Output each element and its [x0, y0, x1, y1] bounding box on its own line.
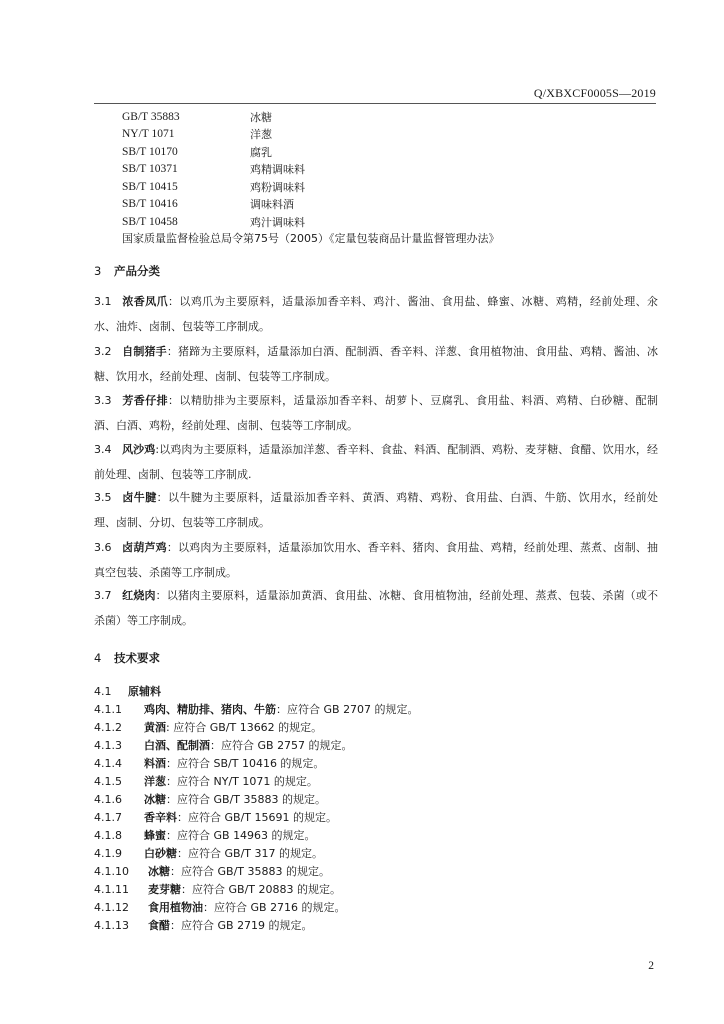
clause-text: ：应符合 GB 2707 的规定。: [276, 703, 419, 716]
clause-text: ：应符合 GB 2757 的规定。: [210, 739, 353, 752]
clause-number: 3.5: [94, 491, 112, 504]
reference-row: [122, 161, 305, 179]
clause-term: 浓香凤爪: [122, 295, 169, 308]
clause-term: 鸡肉、精肋排、猪肉、牛筋: [144, 703, 276, 716]
reference-list: [122, 108, 305, 231]
clause-term: 蜂蜜: [144, 829, 166, 842]
clause-4-1-1: [94, 701, 419, 719]
reference-name: 鸡精调味料: [250, 163, 305, 177]
clause-4-1-5: [94, 773, 318, 791]
reference-row: [122, 196, 305, 214]
clause-text: ：应符合 GB 14963 的规定。: [166, 829, 316, 842]
clause-number: 3.6: [94, 541, 112, 554]
clause-term: 自制猪手: [122, 345, 167, 358]
clause-term: 冰糖: [144, 793, 166, 806]
clause-title: 原辅料: [128, 685, 161, 698]
clause-number: 4.1.5: [94, 775, 122, 788]
clause-number: 4.1.6: [94, 793, 122, 806]
clause-text: ：应符合 SB/T 10416 的规定。: [166, 757, 325, 770]
clause-4-1-10: [94, 863, 330, 881]
section-number: 4: [94, 651, 102, 665]
section-title: 产品分类: [114, 264, 160, 278]
clause-number: 4.1: [94, 685, 112, 698]
clause-term: 风沙鸡: [122, 443, 156, 456]
clause-text: ：应符合 GB/T 317 的规定。: [177, 847, 323, 860]
reference-code: SB/T 10170: [122, 145, 178, 158]
clause-term: 黄酒: [144, 721, 166, 734]
clause-4-1-2: [94, 719, 322, 737]
clause-term: 食醋: [148, 919, 170, 932]
clause-text: ：应符合 GB/T 35883 的规定。: [166, 793, 326, 806]
clause-4-1-6: [94, 791, 326, 809]
clause-4-1-4: [94, 755, 324, 773]
clause-number: 4.1.12: [94, 901, 129, 914]
clause-number: 3.2: [94, 345, 112, 358]
clause-number: 4.1.13: [94, 919, 129, 932]
clause-text: ：猪蹄为主要原料，适量添加白酒、配制酒、香辛料、洋葱、食用植物油、食用盐、鸡精、酱油、冰糖、饮用水，经前处理、卤制、包装等工序制成。: [94, 345, 659, 383]
reference-name: 冰糖: [250, 110, 272, 124]
clause-number: 4.1.3: [94, 739, 122, 752]
clause-4-1-7: [94, 809, 337, 827]
reference-name: 洋葱: [250, 128, 272, 142]
reference-name: 鸡粉调味料: [250, 180, 305, 194]
clause-text: ：应符合 NY/T 1071 的规定。: [166, 775, 318, 788]
clause-text: ：应符合 GB 2716 的规定。: [203, 901, 346, 914]
clause-term: 香辛料: [144, 811, 177, 824]
clause-number: 4.1.8: [94, 829, 122, 842]
paragraph-3-1: [94, 290, 658, 339]
document-code: Q/XBXCF0005S—2019: [533, 86, 656, 100]
clause-number: 4.1.4: [94, 757, 122, 770]
reference-note: 国家质量监督检验总局令第75号（2005）《定量包装商品计量监督管理办法》: [122, 232, 500, 245]
clause-text: ：以鸡肉为主要原料，适量添加饮用水、香辛料、猪肉、食用盐、鸡精，经前处理、蒸煮、卤制、抽真空包装、杀菌等工序制成。: [94, 541, 659, 579]
reference-row: [122, 213, 305, 231]
clause-number: 3.7: [94, 589, 112, 602]
section-number: 3: [94, 264, 102, 278]
reference-name: 调味料酒: [250, 198, 294, 212]
clause-number: 3.1: [94, 295, 112, 308]
clause-number: 3.3: [94, 394, 112, 407]
clause-term: 卤牛腱: [122, 491, 157, 504]
subsection-4-1-heading: [94, 683, 161, 701]
reference-code: SB/T 10458: [122, 215, 178, 228]
clause-text: ：以猪肉主要原料，适量添加黄酒、食用盐、冰糖、食用植物油，经前处理、蒸煮、包装、杀菌（或不杀菌）等工序制成。: [94, 589, 659, 627]
clause-4-1-12: [94, 899, 346, 917]
clause-number: 4.1.11: [94, 883, 129, 896]
clause-number: 4.1.1: [94, 703, 122, 716]
header-divider: [94, 103, 656, 104]
reference-code: NY/T 1071: [122, 128, 175, 141]
reference-row: [122, 178, 305, 196]
reference-name: 鸡汁调味料: [250, 215, 305, 229]
clause-text: ：以精肋排为主要原料，适量添加香辛料、胡萝卜、豆腐乳、食用盐、料酒、鸡精、白砂糖、配制酒、白酒、鸡粉，经前处理、卤制、包装等工序制成。: [94, 394, 659, 432]
reference-code: SB/T 10415: [122, 180, 178, 193]
clause-term: 洋葱: [144, 775, 166, 788]
clause-text: ：应符合 GB/T 15691 的规定。: [177, 811, 337, 824]
section-title: 技术要求: [114, 651, 160, 665]
paragraph-3-7: [94, 584, 658, 633]
clause-text: ：应符合 GB 2719 的规定。: [170, 919, 313, 932]
clause-term: 红烧肉: [122, 589, 156, 602]
clause-term: 卤葫芦鸡: [122, 541, 167, 554]
section-4-heading: [94, 650, 160, 666]
clause-term: 食用植物油: [148, 901, 203, 914]
paragraph-3-6: [94, 536, 658, 585]
clause-text: ：以牛腱为主要原料，适量添加香辛料、黄酒、鸡精、鸡粉、食用盐、白酒、牛筋、饮用水，经前处理、卤制、分切、包装等工序制成。: [94, 491, 659, 529]
clause-text: :以鸡肉为主要原料，适量添加洋葱、香辛料、食盐、料酒、配制酒、鸡粉、麦芽糖、食醋、饮用水，经前处理、卤制、包装等工序制成.: [94, 443, 659, 481]
clause-text: ：以鸡爪为主要原料，适量添加香辛料、鸡汁、酱油、食用盐、蜂蜜、冰糖、鸡精，经前处理、氽水、油炸、卤制、包装等工序制成。: [94, 295, 659, 333]
clause-term: 料酒: [144, 757, 166, 770]
reference-code: SB/T 10371: [122, 163, 178, 176]
clause-4-1-9: [94, 845, 323, 863]
paragraph-3-4: [94, 438, 658, 487]
clause-text: : 应符合 GB/T 13662 的规定。: [166, 721, 323, 734]
clause-number: 4.1.9: [94, 847, 122, 860]
section-3-heading: [94, 263, 160, 279]
clause-text: ：应符合 GB/T 35883 的规定。: [170, 865, 330, 878]
clause-term: 白砂糖: [144, 847, 177, 860]
reference-name: 腐乳: [250, 145, 272, 159]
reference-row: [122, 108, 305, 126]
paragraph-3-5: [94, 486, 658, 535]
clause-term: 芳香仔排: [122, 394, 169, 407]
paragraph-3-2: [94, 340, 658, 389]
clause-term: 白酒、配制酒: [144, 739, 210, 752]
clause-4-1-8: [94, 827, 316, 845]
clause-term: 冰糖: [148, 865, 170, 878]
reference-row: [122, 126, 305, 144]
reference-code: GB/T 35883: [122, 110, 180, 123]
clause-text: ：应符合 GB/T 20883 的规定。: [181, 883, 341, 896]
clause-number: 4.1.10: [94, 865, 129, 878]
clause-4-1-13: [94, 917, 313, 935]
clause-number: 4.1.2: [94, 721, 122, 734]
clause-number: 4.1.7: [94, 811, 122, 824]
clause-term: 麦芽糖: [148, 883, 181, 896]
clause-4-1-3: [94, 737, 353, 755]
reference-row: [122, 143, 305, 161]
reference-code: SB/T 10416: [122, 198, 178, 211]
clause-number: 3.4: [94, 443, 112, 456]
clause-4-1-11: [94, 881, 341, 899]
page-number: 2: [648, 960, 654, 972]
paragraph-3-3: [94, 389, 658, 438]
